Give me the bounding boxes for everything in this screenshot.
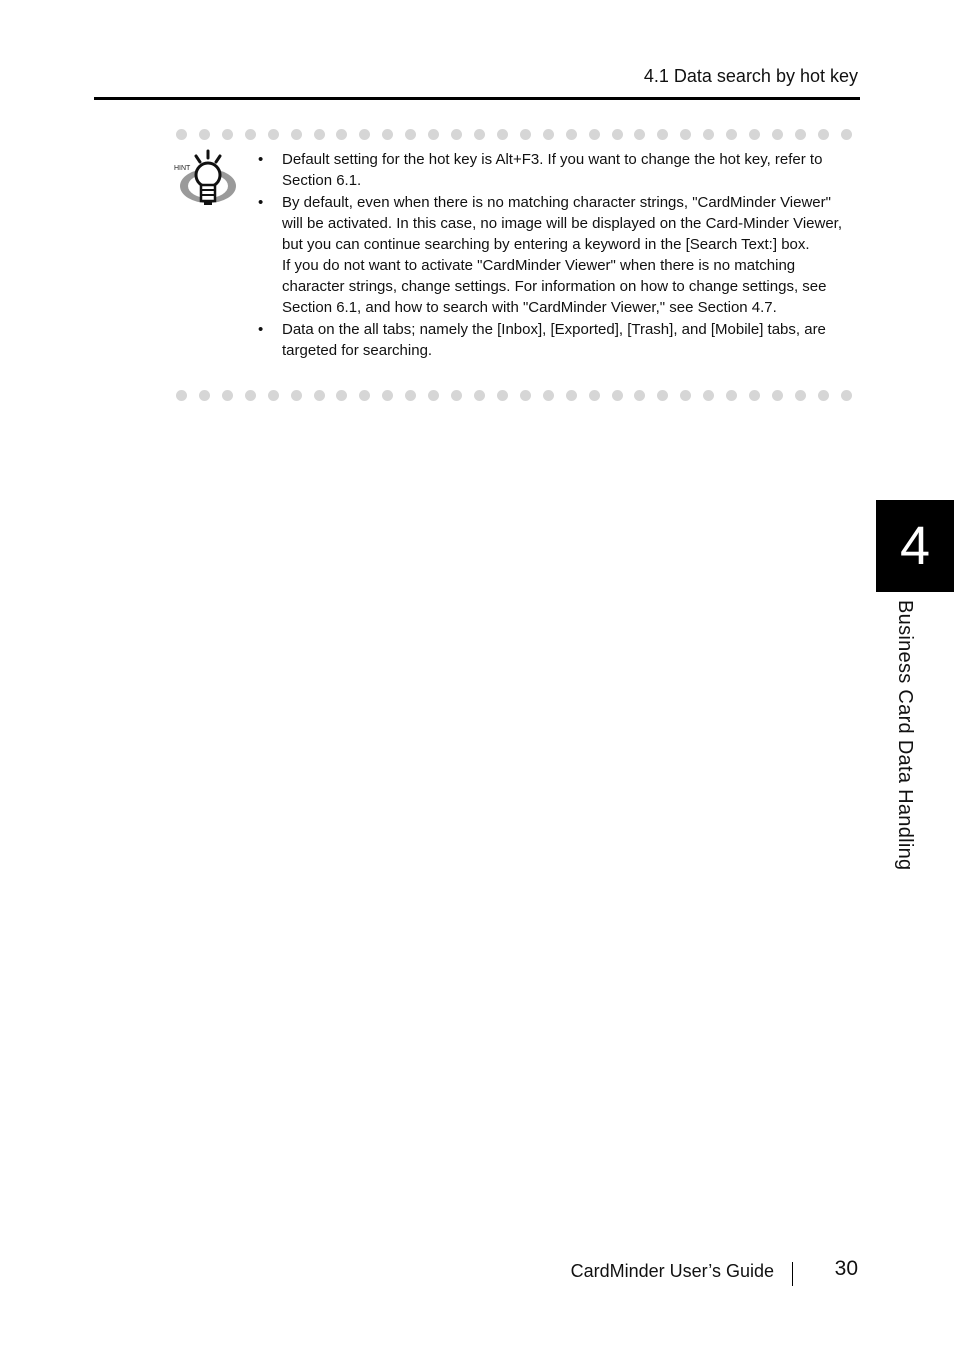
divider-dot [336,390,347,401]
divider-dot [612,390,623,401]
guide-title: CardMinder User’s Guide [570,1261,774,1281]
divider-dot [543,129,554,140]
hint-top-dotted-divider [176,128,852,140]
divider-dot [703,129,714,140]
divider-dot [314,390,325,401]
divider-dot [841,129,852,140]
divider-dot [772,129,783,140]
divider-dot [428,129,439,140]
hint-icon-label: HINT [174,165,191,172]
divider-dot [634,129,645,140]
divider-dot [795,129,806,140]
chapter-title: Business Card Data Handling [894,600,916,871]
divider-dot [841,390,852,401]
divider-dot [382,390,393,401]
divider-dot [726,390,737,401]
divider-dot [474,129,485,140]
hint-paragraph: Data on the all tabs; namely the [Inbox], [Exported], [Trash], and [Mobile] tabs, are targeted for searching. [282,321,826,359]
divider-dot [451,390,462,401]
bullet-icon: • [258,151,264,168]
hint-list [258,149,848,362]
divider-dot [520,129,531,140]
divider-dot [451,129,462,140]
page-number: 30 [834,1257,858,1280]
footer-divider [792,1262,793,1286]
divider-dot [680,390,691,401]
divider-dot [726,129,737,140]
divider-dot [268,390,279,401]
divider-dot [749,390,760,401]
hint-item [258,319,848,361]
divider-dot [176,390,187,401]
divider-dot [359,390,370,401]
divider-dot [749,129,760,140]
divider-dot [795,390,806,401]
divider-dot [336,129,347,140]
hint-paragraph: Default setting for the hot key is Alt+F3. If you want to change the hot key, refer to Section 6.1. [282,151,823,189]
divider-dot [222,129,233,140]
header-rule [94,97,860,100]
divider-dot [382,129,393,140]
divider-dot [199,390,210,401]
divider-dot [291,129,302,140]
hint-item [258,149,848,191]
divider-dot [222,390,233,401]
divider-dot [772,390,783,401]
divider-dot [543,390,554,401]
divider-dot [405,390,416,401]
divider-dot [268,129,279,140]
divider-dot [474,390,485,401]
divider-dot [818,390,829,401]
lightbulb-icon [172,148,240,210]
section-title: 4.1 Data search by hot key [643,66,858,86]
divider-dot [245,390,256,401]
bullet-icon: • [258,194,264,211]
divider-dot [680,129,691,140]
divider-dot [291,390,302,401]
divider-dot [497,390,508,401]
hint-paragraph: By default, even when there is no matching character strings, "CardMinder Viewer" will be activated. In this case, no image will be displayed on the Card-Minder Viewer, but you can continue searching by entering a keyword in the [Search Text:] box. [282,194,843,253]
divider-dot [176,129,187,140]
divider-dot [497,129,508,140]
divider-dot [566,390,577,401]
divider-dot [566,129,577,140]
divider-dot [359,129,370,140]
divider-dot [589,390,600,401]
divider-dot [428,390,439,401]
divider-dot [405,129,416,140]
divider-dot [314,129,325,140]
hint-bottom-dotted-divider [176,389,852,401]
divider-dot [703,390,714,401]
divider-dot [818,129,829,140]
hint-paragraph: If you do not want to activate "CardMinder Viewer" when there is no matching character strings, change settings. For information on how to change settings, see Section 6.1, and how to search with "CardMinder Viewer," see Section 4.7. [282,257,827,316]
divider-dot [657,129,668,140]
divider-dot [612,129,623,140]
chapter-tab [876,500,954,592]
divider-dot [589,129,600,140]
divider-dot [245,129,256,140]
divider-dot [657,390,668,401]
divider-dot [634,390,645,401]
divider-dot [520,390,531,401]
bullet-icon: • [258,321,264,338]
divider-dot [199,129,210,140]
chapter-number: 4 [899,516,931,576]
hint-item [258,192,848,318]
